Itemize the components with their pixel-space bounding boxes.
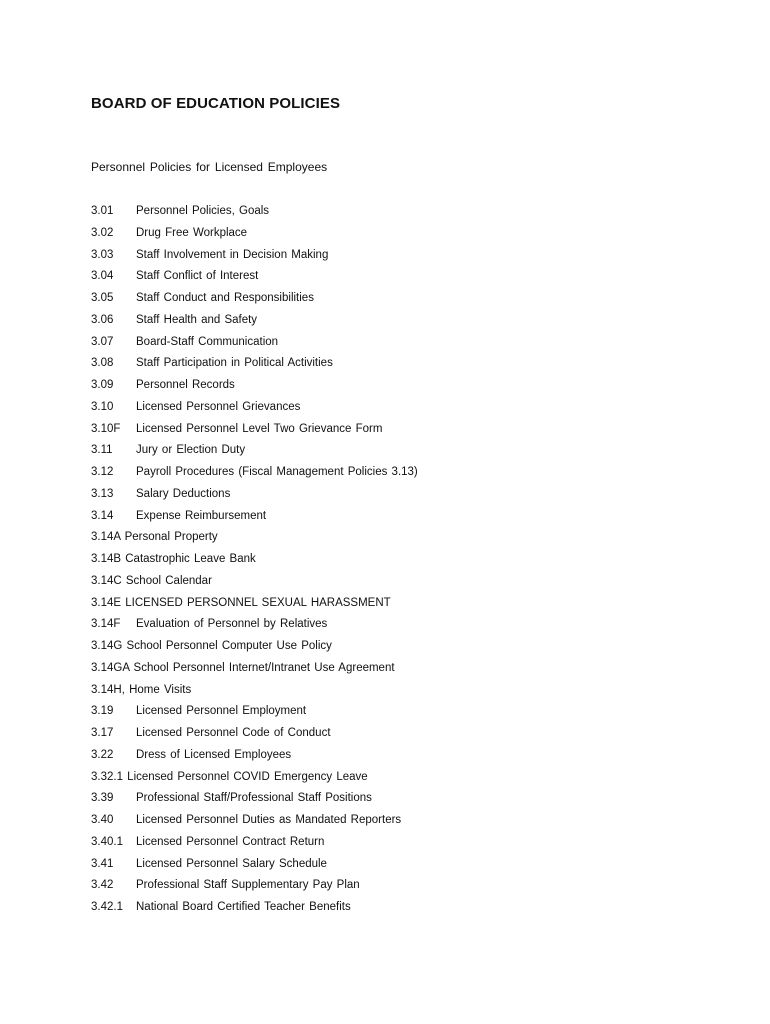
document-subtitle: Personnel Policies for Licensed Employees <box>91 160 328 174</box>
policy-number: 3.42.1 <box>91 901 123 913</box>
policy-item <box>91 204 731 226</box>
policy-number: 3.19 <box>91 705 114 718</box>
policy-title: Professional Staff Supplementary Pay Plan <box>136 879 360 892</box>
policy-number: 3.40.1 <box>91 835 123 848</box>
policy-title: Licensed Personnel Code of Conduct <box>136 727 331 739</box>
policy-item <box>91 791 731 813</box>
policy-item <box>91 552 731 574</box>
policy-title: 3.14C School Calendar <box>91 574 212 587</box>
policy-number: 3.39 <box>91 792 114 805</box>
policy-number: 3.01 <box>91 205 114 217</box>
policy-item <box>91 530 731 552</box>
policy-number: 3.02 <box>91 226 114 239</box>
policy-title: Staff Conflict of Interest <box>136 270 259 283</box>
policy-title: Staff Health and Safety <box>136 313 258 326</box>
policy-number: 3.08 <box>91 357 114 370</box>
policy-number: 3.42 <box>91 879 114 892</box>
policy-number: 3.17 <box>91 727 114 739</box>
policy-item <box>91 422 731 444</box>
policy-title: Licensed Personnel Level Two Grievance Form <box>136 422 383 435</box>
policy-title: Personnel Records <box>136 379 235 391</box>
policy-item <box>91 269 731 291</box>
policy-number: 3.22 <box>91 748 114 761</box>
policy-item <box>91 400 731 422</box>
policy-title: Payroll Procedures (Fiscal Management Policies 3.13) <box>136 466 418 478</box>
policy-number: 3.40 <box>91 814 114 826</box>
policy-number: 3.12 <box>91 466 114 478</box>
policy-title: Drug Free Workplace <box>136 226 248 239</box>
policy-title: Board-Staff Communication <box>136 335 279 348</box>
policy-item <box>91 813 731 835</box>
policy-number: 3.09 <box>91 379 114 391</box>
policy-list <box>91 204 731 922</box>
policy-number: 3.03 <box>91 248 114 261</box>
policy-item <box>91 878 731 900</box>
policy-item <box>91 465 731 487</box>
policy-title: Dress of Licensed Employees <box>136 748 292 761</box>
policy-title: Licensed Personnel Employment <box>136 705 307 718</box>
policy-title: 3.14B Catastrophic Leave Bank <box>91 553 256 565</box>
policy-item <box>91 291 731 313</box>
policy-number: 3.14 <box>91 509 114 522</box>
policy-number: 3.11 <box>91 444 113 457</box>
policy-item <box>91 356 731 378</box>
policy-title: 3.32.1 Licensed Personnel COVID Emergency Leave <box>91 770 368 783</box>
policy-number: 3.05 <box>91 292 114 304</box>
policy-number: 3.13 <box>91 487 114 500</box>
policy-title: Licensed Personnel Contract Return <box>136 835 325 848</box>
document-title: BOARD OF EDUCATION POLICIES <box>91 95 341 112</box>
policy-number: 3.04 <box>91 270 114 283</box>
policy-number: 3.06 <box>91 313 114 326</box>
policy-title: 3.14G School Personnel Computer Use Policy <box>91 640 332 652</box>
policy-number: 3.41 <box>91 857 114 870</box>
policy-title: 3.14A Personal Property <box>91 531 218 544</box>
policy-number: 3.14F <box>91 618 121 631</box>
policy-item <box>91 661 731 683</box>
policy-title: National Board Certified Teacher Benefits <box>136 901 351 913</box>
policy-title: Licensed Personnel Grievances <box>136 400 301 413</box>
policy-item <box>91 378 731 400</box>
policy-title: Professional Staff/Professional Staff Positions <box>136 792 372 805</box>
policy-item <box>91 313 731 335</box>
policy-number: 3.07 <box>91 335 114 348</box>
policy-item <box>91 704 731 726</box>
policy-item <box>91 596 731 618</box>
policy-title: 3.14E LICENSED PERSONNEL SEXUAL HARASSMENT <box>91 596 391 609</box>
policy-item <box>91 857 731 879</box>
policy-item <box>91 639 731 661</box>
policy-item <box>91 226 731 248</box>
policy-item <box>91 574 731 596</box>
policy-title: Licensed Personnel Salary Schedule <box>136 857 327 870</box>
policy-number: 3.10 <box>91 400 114 413</box>
policy-item <box>91 487 731 509</box>
policy-item <box>91 835 731 857</box>
policy-title: Staff Participation in Political Activities <box>136 357 333 370</box>
policy-title: Jury or Election Duty <box>136 444 246 457</box>
policy-title: Personnel Policies, Goals <box>136 205 270 217</box>
policy-item <box>91 726 731 748</box>
policy-item <box>91 335 731 357</box>
policy-title: 3.14GA School Personnel Internet/Intranet Use Agreement <box>91 661 395 674</box>
policy-title: Expense Reimbursement <box>136 509 267 522</box>
policy-title: Staff Conduct and Responsibilities <box>136 292 314 304</box>
policy-item <box>91 683 731 705</box>
policy-number: 3.10F <box>91 422 121 435</box>
policy-title: 3.14H, Home Visits <box>91 683 192 696</box>
policy-item <box>91 509 731 531</box>
policy-title: Evaluation of Personnel by Relatives <box>136 618 328 631</box>
policy-item <box>91 748 731 770</box>
policy-item <box>91 770 731 792</box>
policy-item <box>91 617 731 639</box>
policy-item <box>91 443 731 465</box>
policy-title: Salary Deductions <box>136 487 231 500</box>
policy-title: Licensed Personnel Duties as Mandated Reporters <box>136 814 402 826</box>
policy-title: Staff Involvement in Decision Making <box>136 248 329 261</box>
policy-item <box>91 248 731 270</box>
policy-item <box>91 900 731 922</box>
